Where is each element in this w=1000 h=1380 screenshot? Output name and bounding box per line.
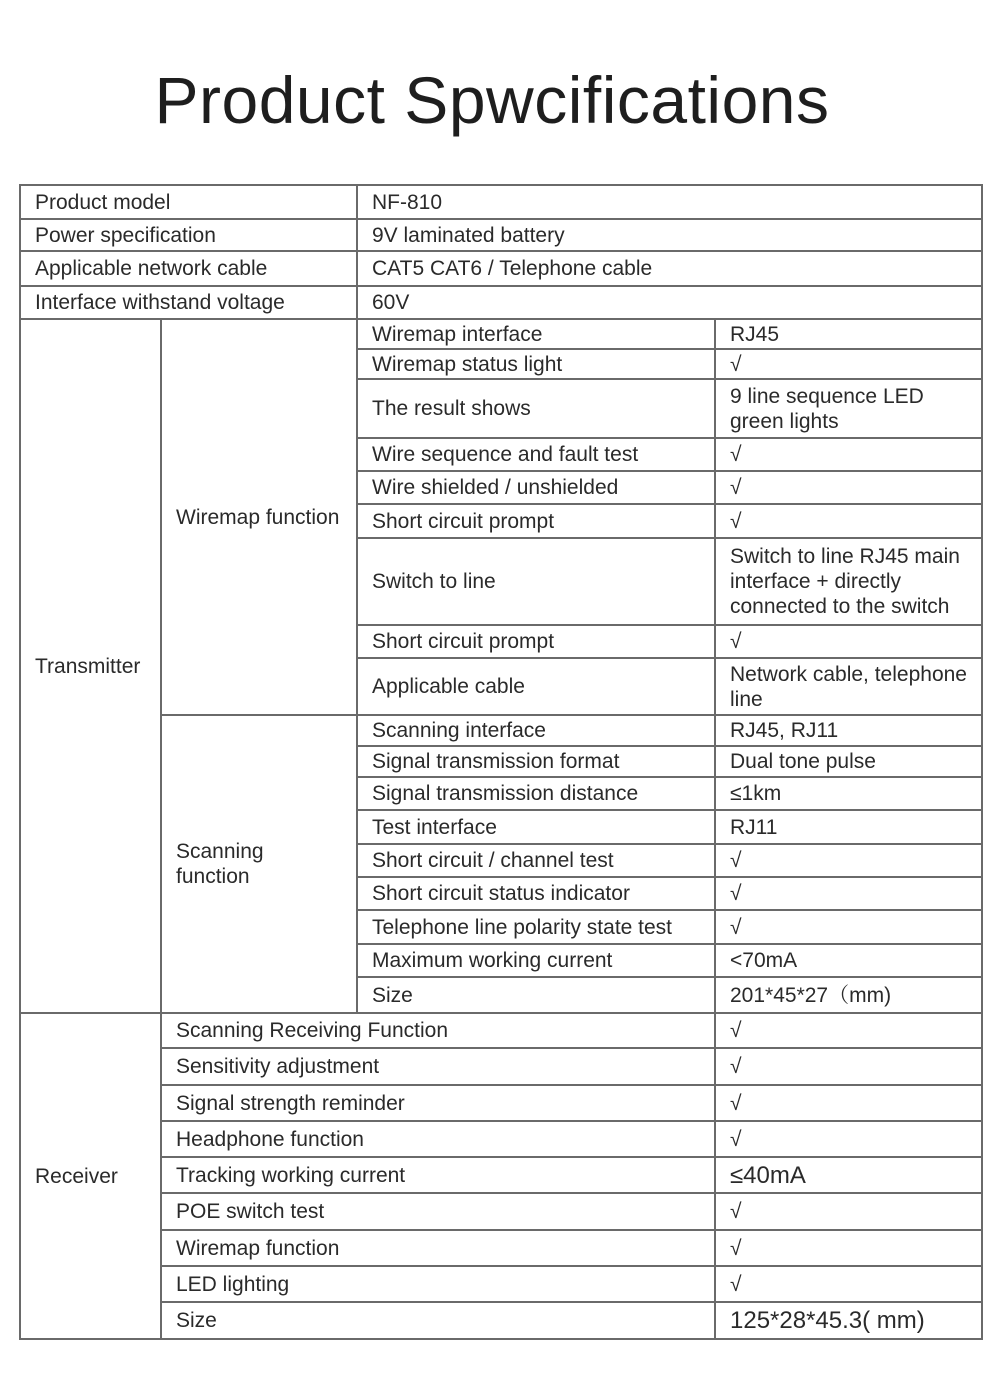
check-mark: √ (715, 1013, 982, 1048)
check-mark: √ (715, 1085, 982, 1121)
wiremap-function-label: Wiremap function (161, 319, 357, 715)
spec-value: 60V (357, 286, 982, 319)
spec-value: 9 line sequence LED green lights (715, 379, 982, 438)
table-row (20, 1193, 982, 1230)
check-mark: √ (715, 1048, 982, 1085)
spec-item: Wiremap status light (357, 349, 715, 379)
spec-item: Short circuit status indicator (357, 877, 715, 910)
spec-value: RJ45 (715, 319, 982, 349)
spec-item: Signal strength reminder (161, 1085, 715, 1121)
spec-item: The result shows (357, 379, 715, 438)
spec-item: Telephone line polarity state test (357, 910, 715, 944)
check-mark: √ (715, 910, 982, 944)
spec-label: Interface withstand voltage (20, 286, 357, 319)
spec-value: ≤40mA (715, 1157, 982, 1193)
spec-item: Applicable cable (357, 658, 715, 715)
spec-value: 9V laminated battery (357, 219, 982, 251)
table-row (20, 1048, 982, 1085)
spec-value: Switch to line RJ45 main interface + directly connected to the switch (715, 538, 982, 625)
transmitter-label: Transmitter (20, 319, 161, 1013)
receiver-label: Receiver (20, 1013, 161, 1339)
table-row (20, 1085, 982, 1121)
check-mark: √ (715, 1266, 982, 1302)
spec-item: Test interface (357, 810, 715, 844)
spec-item: Wire sequence and fault test (357, 438, 715, 471)
table-row (20, 1266, 982, 1302)
table-row (20, 319, 982, 349)
table-row (20, 185, 982, 219)
spec-label: Applicable network cable (20, 251, 357, 286)
spec-item: Short circuit / channel test (357, 844, 715, 877)
spec-item: Size (161, 1302, 715, 1339)
spec-value: 125*28*45.3( mm) (715, 1302, 982, 1339)
page-title: Product Spwcifications (154, 63, 830, 137)
check-mark: √ (715, 1121, 982, 1157)
check-mark: √ (715, 438, 982, 471)
spec-item: Short circuit prompt (357, 504, 715, 538)
spec-table (19, 184, 983, 1340)
check-mark: √ (715, 471, 982, 504)
check-mark: √ (715, 844, 982, 877)
table-row (20, 1121, 982, 1157)
table-row (20, 1302, 982, 1339)
spec-label: Product model (20, 185, 357, 219)
check-mark: √ (715, 625, 982, 658)
table-row (20, 1230, 982, 1266)
spec-item: Scanning interface (357, 715, 715, 746)
spec-item: Signal transmission format (357, 746, 715, 777)
spec-item: Switch to line (357, 538, 715, 625)
spec-label: Power specification (20, 219, 357, 251)
check-mark: √ (715, 1230, 982, 1266)
spec-item: Wiremap interface (357, 319, 715, 349)
check-mark: √ (715, 877, 982, 910)
spec-item: Scanning Receiving Function (161, 1013, 715, 1048)
spec-item: LED lighting (161, 1266, 715, 1302)
spec-value: CAT5 CAT6 / Telephone cable (357, 251, 982, 286)
spec-value: Dual tone pulse (715, 746, 982, 777)
table-row (20, 286, 982, 319)
spec-item: Signal transmission distance (357, 777, 715, 810)
spec-value: NF-810 (357, 185, 982, 219)
spec-value: 201*45*27（mm) (715, 977, 982, 1013)
spec-item: Wiremap function (161, 1230, 715, 1266)
spec-item: Headphone function (161, 1121, 715, 1157)
table-row (20, 251, 982, 286)
spec-item: Maximum working current (357, 944, 715, 977)
table-row (20, 1157, 982, 1193)
spec-value: ≤1km (715, 777, 982, 810)
spec-value: RJ45, RJ11 (715, 715, 982, 746)
table-row (20, 1013, 982, 1048)
spec-item: Wire shielded / unshielded (357, 471, 715, 504)
spec-value: Network cable, telephone line (715, 658, 982, 715)
spec-item: Sensitivity adjustment (161, 1048, 715, 1085)
spec-item: Short circuit prompt (357, 625, 715, 658)
spec-item: Tracking working current (161, 1157, 715, 1193)
spec-item: POE switch test (161, 1193, 715, 1230)
check-mark: √ (715, 1193, 982, 1230)
spec-value: <70mA (715, 944, 982, 977)
spec-value: RJ11 (715, 810, 982, 844)
table-row (20, 715, 982, 746)
scanning-function-label: Scanning function (161, 715, 357, 1013)
spec-item: Size (357, 977, 715, 1013)
check-mark: √ (715, 504, 982, 538)
check-mark: √ (715, 349, 982, 379)
table-row (20, 219, 982, 251)
